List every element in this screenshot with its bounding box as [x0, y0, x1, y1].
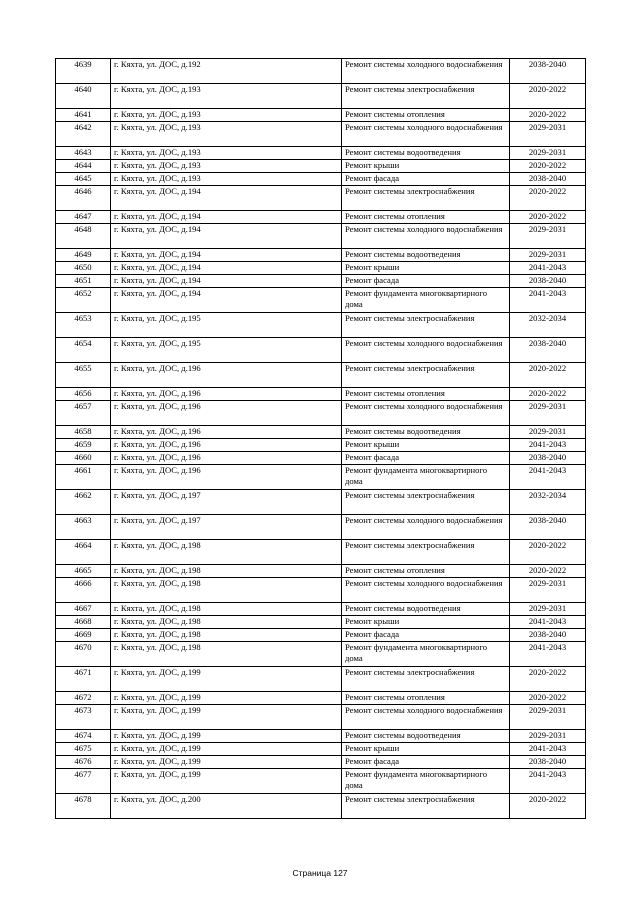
table-row [56, 147, 586, 160]
address-cell: г. Кяхта, ул. ДОС, д.194 [111, 288, 342, 313]
period-cell: 2029-2031 [510, 147, 586, 160]
work-type-cell: Ремонт системы электроснабжения [342, 84, 510, 109]
row-number-cell: 4649 [56, 249, 111, 262]
table-row [56, 756, 586, 769]
table-row [56, 794, 586, 819]
work-type-cell: Ремонт системы электроснабжения [342, 490, 510, 515]
row-number-cell: 4640 [56, 84, 111, 109]
table-row [56, 160, 586, 173]
period-cell: 2041-2043 [510, 743, 586, 756]
period-cell: 2020-2022 [510, 160, 586, 173]
row-number-cell: 4641 [56, 109, 111, 122]
period-cell: 2020-2022 [510, 211, 586, 224]
period-cell: 2041-2043 [510, 288, 586, 313]
table-row [56, 603, 586, 616]
table-row [56, 211, 586, 224]
work-type-cell: Ремонт системы водоотведения [342, 426, 510, 439]
address-cell: г. Кяхта, ул. ДОС, д.199 [111, 769, 342, 794]
period-cell: 2029-2031 [510, 705, 586, 730]
address-cell: г. Кяхта, ул. ДОС, д.196 [111, 465, 342, 490]
table-row [56, 642, 586, 667]
work-type-cell: Ремонт системы электроснабжения [342, 540, 510, 565]
row-number-cell: 4653 [56, 313, 111, 338]
address-cell: г. Кяхта, ул. ДОС, д.199 [111, 705, 342, 730]
address-cell: г. Кяхта, ул. ДОС, д.194 [111, 224, 342, 249]
address-cell: г. Кяхта, ул. ДОС, д.195 [111, 313, 342, 338]
row-number-cell: 4642 [56, 122, 111, 147]
period-cell: 2029-2031 [510, 730, 586, 743]
row-number-cell: 4661 [56, 465, 111, 490]
table-row [56, 490, 586, 515]
table-row [56, 452, 586, 465]
row-number-cell: 4672 [56, 692, 111, 705]
table-row [56, 426, 586, 439]
address-cell: г. Кяхта, ул. ДОС, д.198 [111, 616, 342, 629]
row-number-cell: 4675 [56, 743, 111, 756]
address-cell: г. Кяхта, ул. ДОС, д.194 [111, 275, 342, 288]
table-row [56, 743, 586, 756]
row-number-cell: 4646 [56, 186, 111, 211]
address-cell: г. Кяхта, ул. ДОС, д.192 [111, 59, 342, 84]
table-row [56, 705, 586, 730]
work-type-cell: Ремонт крыши [342, 743, 510, 756]
period-cell: 2032-2034 [510, 490, 586, 515]
table-row [56, 313, 586, 338]
address-cell: г. Кяхта, ул. ДОС, д.198 [111, 565, 342, 578]
period-cell: 2038-2040 [510, 338, 586, 363]
address-cell: г. Кяхта, ул. ДОС, д.198 [111, 540, 342, 565]
period-cell: 2029-2031 [510, 578, 586, 603]
work-type-cell: Ремонт фасада [342, 629, 510, 642]
table-row [56, 275, 586, 288]
address-cell: г. Кяхта, ул. ДОС, д.193 [111, 160, 342, 173]
period-cell: 2038-2040 [510, 629, 586, 642]
period-cell: 2038-2040 [510, 275, 586, 288]
period-cell: 2029-2031 [510, 122, 586, 147]
period-cell: 2020-2022 [510, 84, 586, 109]
row-number-cell: 4644 [56, 160, 111, 173]
row-number-cell: 4645 [56, 173, 111, 186]
period-cell: 2041-2043 [510, 642, 586, 667]
address-cell: г. Кяхта, ул. ДОС, д.197 [111, 490, 342, 515]
table-row [56, 769, 586, 794]
address-cell: г. Кяхта, ул. ДОС, д.193 [111, 109, 342, 122]
table-row [56, 122, 586, 147]
table-row [56, 616, 586, 629]
table-row [56, 401, 586, 426]
address-cell: г. Кяхта, ул. ДОС, д.196 [111, 388, 342, 401]
table-row [56, 288, 586, 313]
page-number: Страница 127 [292, 868, 348, 878]
period-cell: 2041-2043 [510, 439, 586, 452]
address-cell: г. Кяхта, ул. ДОС, д.196 [111, 363, 342, 388]
table-row [56, 186, 586, 211]
table-row [56, 692, 586, 705]
table-row [56, 363, 586, 388]
address-cell: г. Кяхта, ул. ДОС, д.198 [111, 603, 342, 616]
work-type-cell: Ремонт системы водоотведения [342, 249, 510, 262]
table-row [56, 224, 586, 249]
period-cell: 2020-2022 [510, 109, 586, 122]
address-cell: г. Кяхта, ул. ДОС, д.199 [111, 743, 342, 756]
table-row [56, 578, 586, 603]
work-type-cell: Ремонт системы холодного водоснабжения [342, 401, 510, 426]
row-number-cell: 4669 [56, 629, 111, 642]
row-number-cell: 4667 [56, 603, 111, 616]
address-cell: г. Кяхта, ул. ДОС, д.193 [111, 84, 342, 109]
period-cell: 2020-2022 [510, 794, 586, 819]
work-type-cell: Ремонт системы отопления [342, 692, 510, 705]
row-number-cell: 4673 [56, 705, 111, 730]
address-cell: г. Кяхта, ул. ДОС, д.199 [111, 692, 342, 705]
address-cell: г. Кяхта, ул. ДОС, д.196 [111, 401, 342, 426]
row-number-cell: 4665 [56, 565, 111, 578]
work-type-cell: Ремонт системы холодного водоснабжения [342, 705, 510, 730]
work-type-cell: Ремонт системы водоотведения [342, 730, 510, 743]
address-cell: г. Кяхта, ул. ДОС, д.199 [111, 756, 342, 769]
period-cell: 2020-2022 [510, 667, 586, 692]
row-number-cell: 4656 [56, 388, 111, 401]
address-cell: г. Кяхта, ул. ДОС, д.198 [111, 578, 342, 603]
row-number-cell: 4666 [56, 578, 111, 603]
work-type-cell: Ремонт системы холодного водоснабжения [342, 578, 510, 603]
table-body [56, 59, 586, 819]
row-number-cell: 4655 [56, 363, 111, 388]
work-type-cell: Ремонт системы холодного водоснабжения [342, 338, 510, 363]
address-cell: г. Кяхта, ул. ДОС, д.198 [111, 629, 342, 642]
repair-schedule-table [55, 58, 586, 819]
work-type-cell: Ремонт системы электроснабжения [342, 186, 510, 211]
period-cell: 2029-2031 [510, 401, 586, 426]
work-type-cell: Ремонт системы отопления [342, 211, 510, 224]
period-cell: 2020-2022 [510, 565, 586, 578]
work-type-cell: Ремонт системы электроснабжения [342, 794, 510, 819]
row-number-cell: 4650 [56, 262, 111, 275]
work-type-cell: Ремонт системы отопления [342, 109, 510, 122]
row-number-cell: 4657 [56, 401, 111, 426]
row-number-cell: 4663 [56, 515, 111, 540]
address-cell: г. Кяхта, ул. ДОС, д.194 [111, 186, 342, 211]
address-cell: г. Кяхта, ул. ДОС, д.196 [111, 426, 342, 439]
row-number-cell: 4659 [56, 439, 111, 452]
period-cell: 2020-2022 [510, 186, 586, 211]
period-cell: 2038-2040 [510, 756, 586, 769]
work-type-cell: Ремонт системы водоотведения [342, 147, 510, 160]
row-number-cell: 4660 [56, 452, 111, 465]
address-cell: г. Кяхта, ул. ДОС, д.194 [111, 262, 342, 275]
row-number-cell: 4652 [56, 288, 111, 313]
address-cell: г. Кяхта, ул. ДОС, д.193 [111, 147, 342, 160]
row-number-cell: 4676 [56, 756, 111, 769]
work-type-cell: Ремонт системы холодного водоснабжения [342, 122, 510, 147]
row-number-cell: 4671 [56, 667, 111, 692]
address-cell: г. Кяхта, ул. ДОС, д.198 [111, 642, 342, 667]
row-number-cell: 4647 [56, 211, 111, 224]
address-cell: г. Кяхта, ул. ДОС, д.199 [111, 667, 342, 692]
row-number-cell: 4678 [56, 794, 111, 819]
period-cell: 2020-2022 [510, 363, 586, 388]
period-cell: 2041-2043 [510, 262, 586, 275]
address-cell: г. Кяхта, ул. ДОС, д.195 [111, 338, 342, 363]
period-cell: 2038-2040 [510, 59, 586, 84]
row-number-cell: 4658 [56, 426, 111, 439]
period-cell: 2041-2043 [510, 616, 586, 629]
table-row [56, 262, 586, 275]
address-cell: г. Кяхта, ул. ДОС, д.200 [111, 794, 342, 819]
period-cell: 2020-2022 [510, 540, 586, 565]
table-row [56, 629, 586, 642]
row-number-cell: 4662 [56, 490, 111, 515]
period-cell: 2020-2022 [510, 692, 586, 705]
period-cell: 2029-2031 [510, 426, 586, 439]
period-cell: 2041-2043 [510, 465, 586, 490]
period-cell: 2038-2040 [510, 173, 586, 186]
row-number-cell: 4648 [56, 224, 111, 249]
work-type-cell: Ремонт фундамента многоквартирного дома [342, 642, 510, 667]
row-number-cell: 4643 [56, 147, 111, 160]
period-cell: 2029-2031 [510, 224, 586, 249]
period-cell: 2041-2043 [510, 769, 586, 794]
work-type-cell: Ремонт фасада [342, 756, 510, 769]
row-number-cell: 4651 [56, 275, 111, 288]
table-row [56, 109, 586, 122]
work-type-cell: Ремонт системы отопления [342, 565, 510, 578]
work-type-cell: Ремонт фундамента многоквартирного дома [342, 769, 510, 794]
work-type-cell: Ремонт системы холодного водоснабжения [342, 515, 510, 540]
work-type-cell: Ремонт фасада [342, 173, 510, 186]
address-cell: г. Кяхта, ул. ДОС, д.194 [111, 211, 342, 224]
table-row [56, 565, 586, 578]
work-type-cell: Ремонт системы холодного водоснабжения [342, 59, 510, 84]
row-number-cell: 4677 [56, 769, 111, 794]
address-cell: г. Кяхта, ул. ДОС, д.194 [111, 249, 342, 262]
work-type-cell: Ремонт крыши [342, 160, 510, 173]
work-type-cell: Ремонт системы холодного водоснабжения [342, 224, 510, 249]
address-cell: г. Кяхта, ул. ДОС, д.199 [111, 730, 342, 743]
work-type-cell: Ремонт фундамента многоквартирного дома [342, 288, 510, 313]
period-cell: 2032-2034 [510, 313, 586, 338]
row-number-cell: 4674 [56, 730, 111, 743]
period-cell: 2038-2040 [510, 452, 586, 465]
row-number-cell: 4664 [56, 540, 111, 565]
row-number-cell: 4668 [56, 616, 111, 629]
row-number-cell: 4670 [56, 642, 111, 667]
work-type-cell: Ремонт системы водоотведения [342, 603, 510, 616]
table-row [56, 388, 586, 401]
period-cell: 2020-2022 [510, 388, 586, 401]
address-cell: г. Кяхта, ул. ДОС, д.197 [111, 515, 342, 540]
work-type-cell: Ремонт фундамента многоквартирного дома [342, 465, 510, 490]
work-type-cell: Ремонт крыши [342, 262, 510, 275]
address-cell: г. Кяхта, ул. ДОС, д.193 [111, 122, 342, 147]
row-number-cell: 4639 [56, 59, 111, 84]
table-row [56, 249, 586, 262]
work-type-cell: Ремонт системы электроснабжения [342, 667, 510, 692]
table-row [56, 84, 586, 109]
table-row [56, 439, 586, 452]
work-type-cell: Ремонт фасада [342, 275, 510, 288]
work-type-cell: Ремонт крыши [342, 616, 510, 629]
table-row [56, 338, 586, 363]
period-cell: 2038-2040 [510, 515, 586, 540]
period-cell: 2029-2031 [510, 603, 586, 616]
row-number-cell: 4654 [56, 338, 111, 363]
work-type-cell: Ремонт системы электроснабжения [342, 313, 510, 338]
work-type-cell: Ремонт системы электроснабжения [342, 363, 510, 388]
table-row [56, 540, 586, 565]
table-row [56, 730, 586, 743]
address-cell: г. Кяхта, ул. ДОС, д.193 [111, 173, 342, 186]
table-row [56, 173, 586, 186]
period-cell: 2029-2031 [510, 249, 586, 262]
work-type-cell: Ремонт системы отопления [342, 388, 510, 401]
address-cell: г. Кяхта, ул. ДОС, д.196 [111, 452, 342, 465]
table-row [56, 59, 586, 84]
table-row [56, 465, 586, 490]
address-cell: г. Кяхта, ул. ДОС, д.196 [111, 439, 342, 452]
table-row [56, 667, 586, 692]
work-type-cell: Ремонт крыши [342, 439, 510, 452]
work-type-cell: Ремонт фасада [342, 452, 510, 465]
table-row [56, 515, 586, 540]
